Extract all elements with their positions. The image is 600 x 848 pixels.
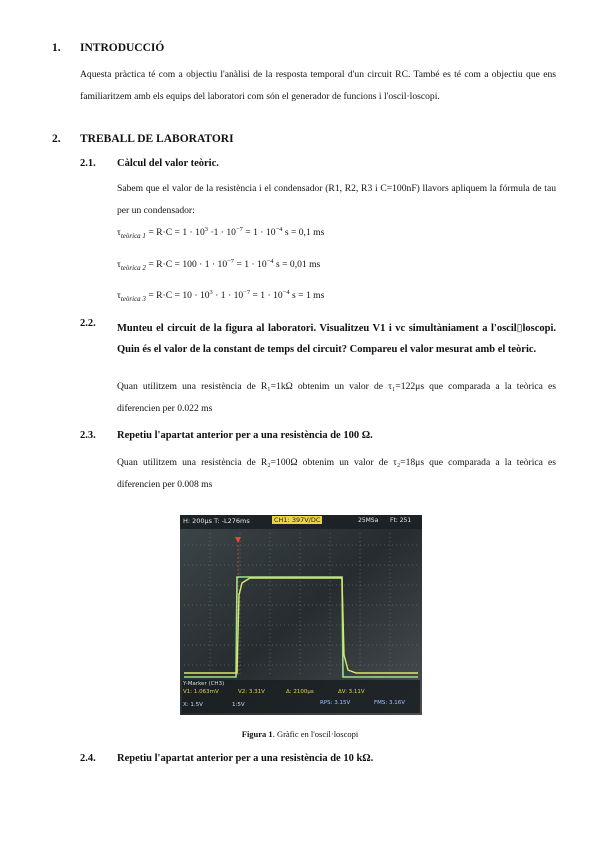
- section-number-2: 2.: [52, 133, 61, 145]
- oscilloscope-photo: [180, 515, 422, 715]
- osc-marker-label: Y-Marker (CH3): [183, 681, 225, 687]
- intro-paragraph: Aquesta pràctica té com a objectiu l'anàlisi de la resposta temporal d'un circuit RC. També es té com a objectiu que ens familiaritzem amb els equips del laboratori com són el generador de funcions i l'oscil·loscopi.: [80, 69, 556, 102]
- subsection-number-2-3: 2.3.: [80, 430, 96, 441]
- osc-bottom-1: X: 1.5V: [183, 702, 203, 708]
- formula-tau-2: $\tau_{teòrica 2} = R\cdot C = 100 \cdot 1 \cdot 10^{-7} = 1 \cdot 10^{-4}$ s = 0,01 ms: [117, 258, 321, 272]
- subsection-title-2-2: Munteu el circuit de la figura al laboratori. Visualitzeu V1 i vc simultàniament a l'oscil▯loscopi. Quin és el valor de la constant de temps del circuit? Compareu el valor mesurat amb el teòric.: [117, 323, 556, 355]
- figure-caption: [0, 729, 600, 739]
- result-paragraph-1: Quan utilitzem una resistència de R₁=1kΩ obtenim un valor de τ₁=122μs que comparada a la teòrica es diferencien per 0.022 ms: [117, 381, 556, 414]
- osc-bottom-2: 1:5V: [232, 702, 245, 708]
- figure-caption-text: . Gràfic en l'oscil·loscopi: [272, 729, 359, 739]
- osc-rate: 25MSa: [358, 517, 379, 524]
- subsection-number-2-1: 2.1.: [80, 158, 96, 169]
- osc-channel: CH1: 397V/DC: [274, 516, 321, 524]
- theory-paragraph: Sabem que el valor de la resistència i el condensador (R1, R2, R3 i C=100nF) llavors apliquem la fórmula de tau per un condensador:: [117, 183, 556, 216]
- osc-bottom-3: RPS: 3.15V: [320, 700, 351, 706]
- section-number-1: 1.: [52, 42, 61, 54]
- osc-readout-dv: ΔV: 3.11V: [338, 689, 365, 695]
- osc-timebase: H: 200μs T: -L276ms: [183, 517, 250, 525]
- figure-caption-label: Figura 1: [241, 729, 273, 739]
- subsection-number-2-4: 2.4.: [80, 753, 96, 764]
- osc-bottom-4: FMS: 3.16V: [374, 700, 406, 706]
- osc-readout-v1: V1: 1.063mV: [183, 689, 219, 695]
- section-title-treball: TREBALL DE LABORATORI: [80, 133, 234, 145]
- osc-readout-delta: Δ: 2100μs: [286, 689, 314, 695]
- formula-tau-3: $\tau_{teòrica 3} = R\cdot C = 10 \cdot 10^3 \cdot 1 \cdot 10^{-7} = 1 \cdot 10^{-4}$ s = 1 ms: [117, 289, 325, 303]
- osc-readout-v2: V2: 3.31V: [238, 689, 265, 695]
- subsection-title-2-1: Càlcul del valor teòric.: [117, 158, 219, 169]
- subsection-title-2-4: Repetiu l'apartat anterior per a una resistència de 10 kΩ.: [117, 753, 374, 764]
- section-title-introduccio: INTRODUCCIÓ: [80, 42, 165, 54]
- formula-tau-1: $\tau_{teòrica 1} = R\cdot C = 1 \cdot 10^3 \cdot 1 \cdot 10^{-7} = 1 \cdot 10^{-4}$ s = 0,1 ms: [117, 226, 325, 240]
- subsection-title-2-3: Repetiu l'apartat anterior per a una resistència de 100 Ω.: [117, 430, 373, 441]
- result-paragraph-2: Quan utilitzem una resistència de R₂=100Ω obtenim un valor de τ₂=18μs que comparada a la teòrica es diferencien per 0.008 ms: [117, 457, 556, 490]
- subsection-number-2-2: 2.2.: [80, 318, 96, 329]
- osc-freq: Ft: 251: [390, 517, 412, 524]
